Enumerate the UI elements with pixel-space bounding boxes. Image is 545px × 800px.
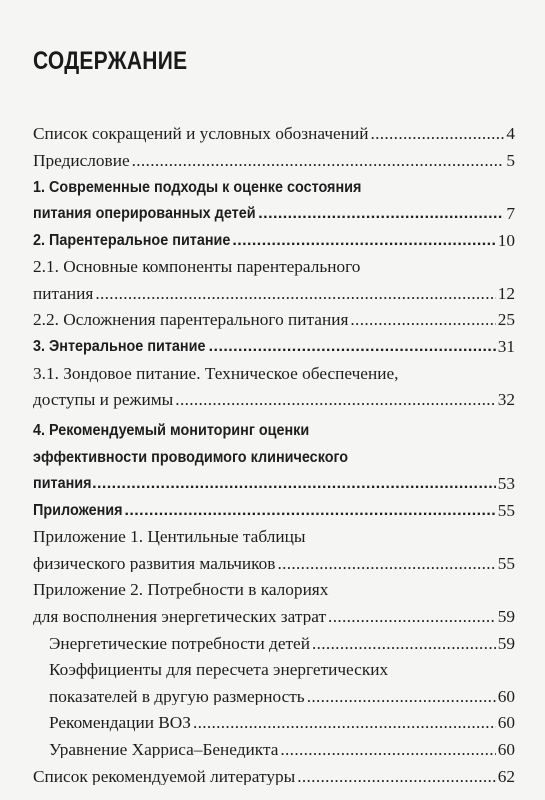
toc-entry[interactable] [33,758,515,785]
toc-entry-page: 25 [497,310,515,329]
dot-leader [232,232,495,249]
toc-entry-title-line: 4. Рекомендуемый мониторинг оценки [33,422,310,440]
toc-entry[interactable] [33,276,515,303]
toc-entry[interactable] [33,732,515,759]
toc-entry-page: 55 [497,553,515,573]
page-title: СОДЕРЖАНИЕ [33,47,188,75]
toc-entry-line[interactable] [33,439,515,466]
toc-entry-page: 7 [506,204,515,223]
toc-entry-title: Предисловие [33,150,130,170]
toc-entry-line[interactable] [33,355,515,382]
toc-entry-page: 55 [497,500,515,519]
toc-entry-title: питания [33,283,94,303]
toc-entry-line[interactable] [33,519,515,546]
toc-entry[interactable] [33,492,515,519]
toc-entry-title: Рекомендации ВОЗ [49,713,191,732]
dot-leader [258,205,504,222]
toc-entry-page: 4 [506,124,515,143]
toc-entry-page: 31 [497,337,515,356]
toc-entry-title-line: Коэффициенты для пересчета энергетических [49,660,389,680]
dot-leader [350,312,495,329]
toc-entry-page: 60 [497,686,515,706]
toc-entry-page: 60 [497,739,515,759]
dot-leader [280,741,495,758]
toc-entry[interactable] [33,143,515,170]
toc-entry[interactable] [33,466,515,493]
dot-leader [277,555,495,572]
toc-entry-page: 12 [497,283,515,303]
toc-entry[interactable] [33,625,515,652]
toc-entry[interactable] [33,116,515,143]
dot-leader [193,715,496,732]
toc-entry-title: Приложения [33,501,123,519]
toc-entry-title-line: эффективности проводимого клинического [33,448,349,466]
toc-entry-page: 59 [497,606,515,626]
toc-entry-title-line: 3.1. Зондовое питание. Техническое обеспечение, [33,363,399,383]
dot-leader [328,608,496,625]
toc-entry-line[interactable] [33,572,515,599]
toc-entry-line[interactable] [33,169,515,196]
toc-entry-page: 62 [497,766,515,785]
toc-entry-title-line: Приложение 1. Центильные таблицы [33,527,306,547]
toc-entry[interactable] [33,705,515,732]
toc-entry-page: 59 [497,633,515,652]
toc-entry-line[interactable] [33,413,515,440]
dot-leader [297,768,495,785]
toc-entry-line[interactable] [33,249,515,276]
table-of-contents [33,116,515,785]
toc-entry-title-line: 1. Современные подходы к оценке состояния [33,178,362,196]
dot-leader [132,152,505,169]
toc-entry-title: питания оперированных детей [33,205,256,223]
dot-leader [209,338,496,355]
toc-entry[interactable] [33,546,515,573]
toc-entry-page: 53 [497,474,515,493]
toc-entry-title-line: 2.1. Основные компоненты парентерального [33,257,361,277]
toc-entry-title-line: Приложение 2. Потребности в калориях [33,580,329,600]
toc-entry-title: Уравнение Харриса–Бенедикта [49,739,279,759]
dot-leader [125,502,496,519]
toc-entry[interactable] [33,599,515,626]
toc-entry-title: Энергетические потребности детей [49,633,310,652]
toc-entry-title: питания [33,475,92,493]
dot-leader [307,688,496,705]
toc-entry-title: Список рекомендуемой литературы [33,766,296,785]
toc-entry-line[interactable] [33,652,515,679]
toc-entry-title: 2.2. Осложнения парентерального питания [33,310,349,329]
dot-leader [175,392,495,409]
dot-leader [370,126,504,143]
toc-entry[interactable] [33,302,515,329]
toc-entry[interactable] [33,678,515,705]
dot-leader [95,285,495,302]
toc-entry-title: Список сокращений и условных обозначений [33,124,369,143]
toc-entry[interactable] [33,329,515,356]
dot-leader [312,635,496,652]
toc-entry-title: 2. Парентеральное питание [33,231,231,249]
toc-entry-page: 60 [497,713,515,732]
toc-entry[interactable] [33,196,515,223]
toc-entry-title: для восполнения энергетических затрат [33,606,327,626]
dot-leader [92,475,496,492]
toc-entry-title: 3. Энтеральное питание [33,338,206,356]
toc-entry-page: 5 [506,150,515,170]
toc-entry-title: показателей в другую размерность [49,686,305,706]
toc-entry-page: 10 [497,230,515,249]
toc-entry-page: 32 [497,390,515,409]
toc-entry[interactable] [33,382,515,409]
toc-entry[interactable] [33,222,515,249]
toc-entry-title: физического развития мальчиков [33,553,276,573]
toc-entry-title: доступы и режимы [33,390,174,409]
